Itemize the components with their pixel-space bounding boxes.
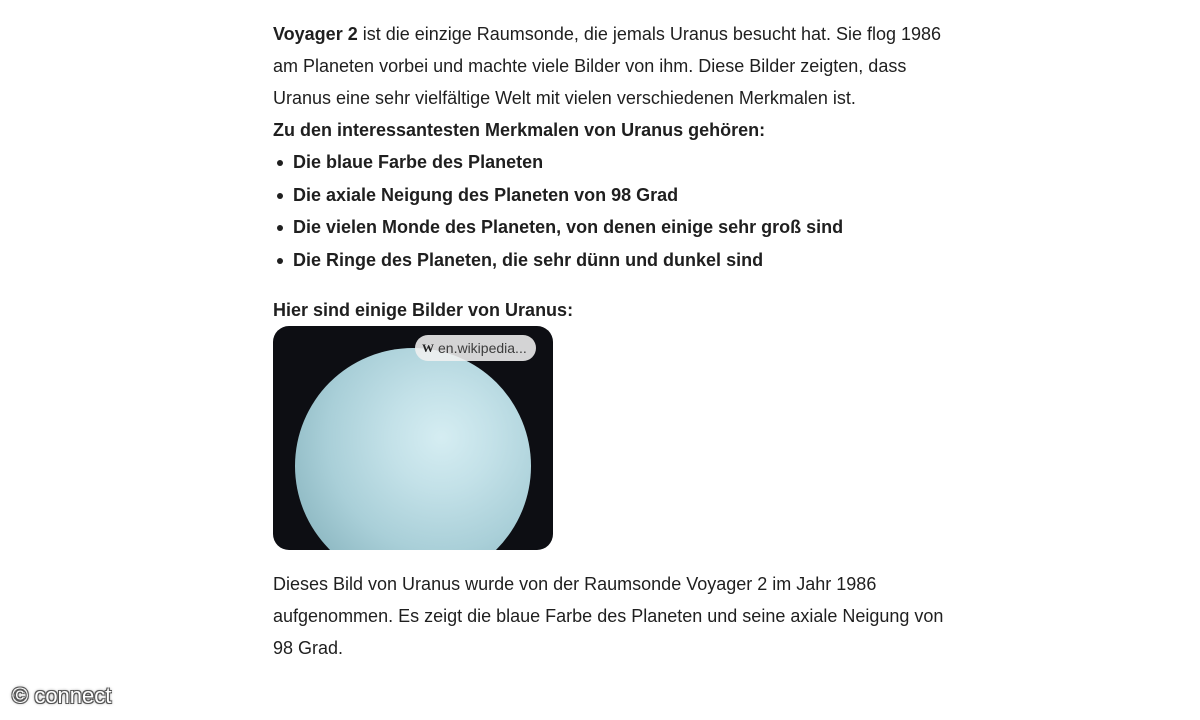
image-source-label: en.wikipedia...: [438, 340, 527, 356]
intro-paragraph: [273, 18, 953, 114]
list-item: [273, 211, 953, 244]
bullet-icon: [277, 225, 283, 231]
bullet-icon: [277, 160, 283, 166]
features-list: [273, 146, 953, 276]
uranus-image[interactable]: [295, 348, 531, 550]
list-item-text: Die blaue Farbe des Planeten: [293, 152, 544, 172]
intro-text: ist die einzige Raumsonde, die jemals Uranus besucht hat. Sie flog 1986 am Planeten vorbei und machte viele Bilder von ihm. Diese Bilder zeigten, dass Uranus eine sehr vielfältige Welt mit vielen verschiedenen Merkmalen ist.: [273, 24, 942, 108]
list-item: [273, 244, 953, 277]
list-item-text: Die vielen Monde des Planeten, von denen einige sehr groß sind: [293, 217, 844, 237]
uranus-image-card[interactable]: [273, 326, 553, 550]
image-caption: Dieses Bild von Uranus wurde von der Raumsonde Voyager 2 im Jahr 1986 aufgenommen. Es zeigt die blaue Farbe des Planeten und seine axiale Neigung von 98 Grad.: [273, 574, 944, 658]
response-content: [273, 18, 953, 664]
list-item-text: Die Ringe des Planeten, die sehr dünn und dunkel sind: [293, 249, 764, 270]
list-item-text: Die axiale Neigung des Planeten von 98 Grad: [293, 184, 679, 205]
bullet-icon: [277, 193, 283, 199]
list-item: [273, 179, 953, 212]
images-heading: Hier sind einige Bilder von Uranus:: [273, 300, 574, 320]
image-source-chip[interactable]: [415, 335, 536, 361]
bullet-icon: [277, 258, 283, 264]
intro-bold-lead: Voyager 2: [273, 24, 358, 44]
wikipedia-icon: W: [422, 340, 434, 355]
copyright-watermark: © connect: [12, 683, 112, 708]
list-item: [273, 146, 953, 179]
features-heading: Zu den interessantesten Merkmalen von Uranus gehören:: [273, 120, 766, 140]
